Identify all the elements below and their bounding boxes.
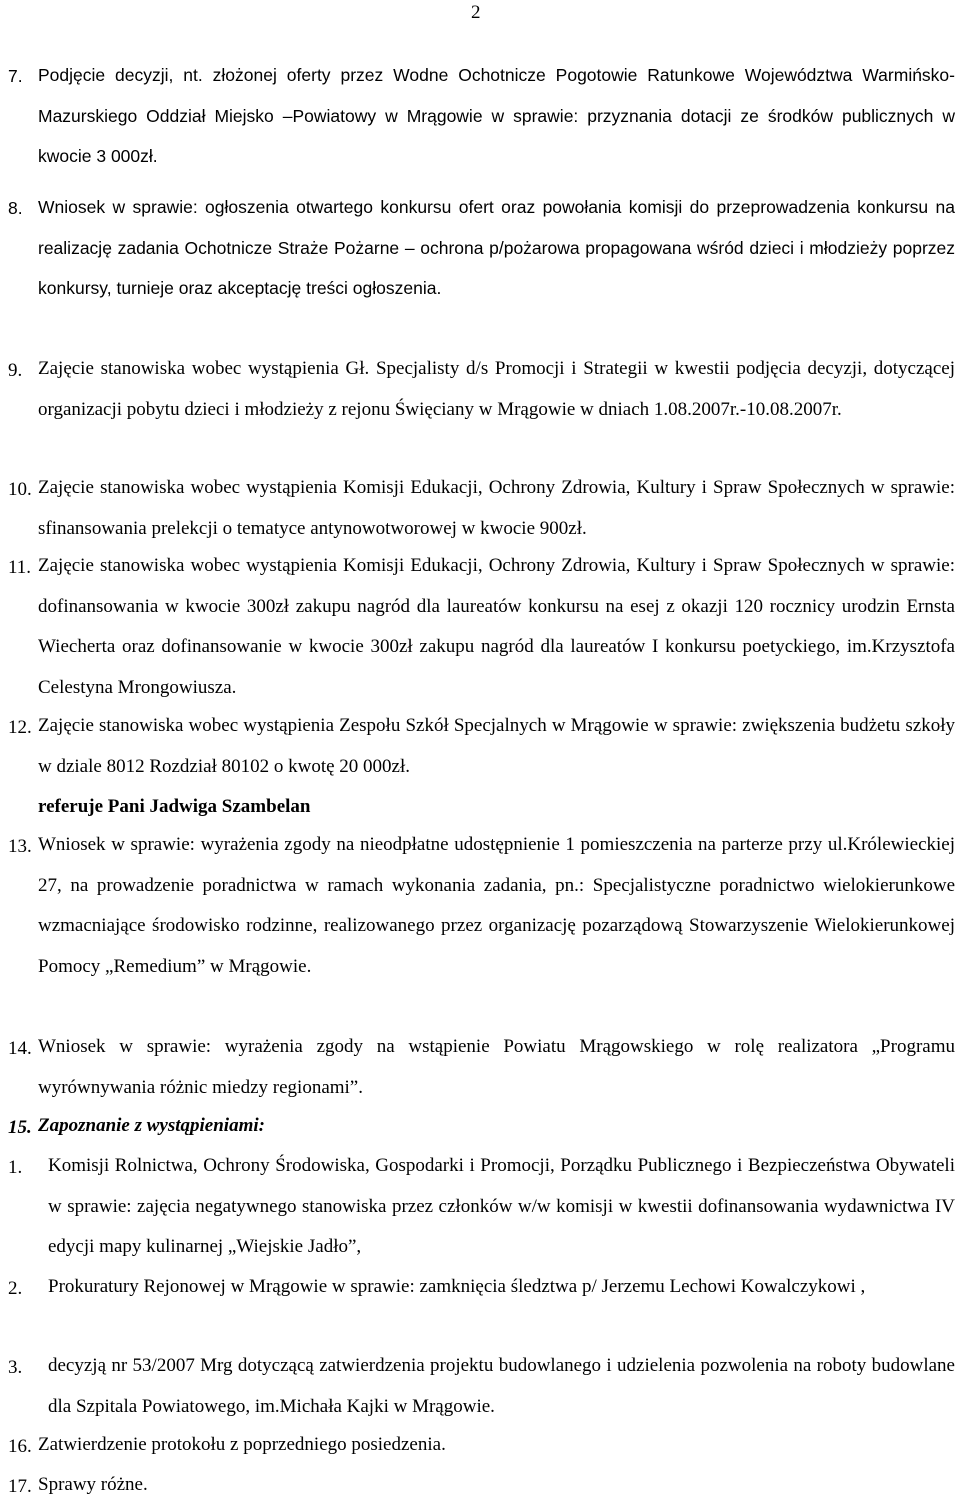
item-text: Zajęcie stanowiska wobec wystąpienia Zespołu Szkół Specjalnych w Mrągowie w sprawie: zwiększenia budżetu szkoły w dziale 8012 Rozdział 80102 o kwotę 20 000zł. [38, 715, 955, 777]
agenda-item-8 [8, 198, 955, 309]
item-number: 10. [8, 479, 32, 500]
item-text: Wniosek w sprawie: wyrażenia zgody na wstąpienie Powiatu Mrągowskiego w rolę realizatora „Programu wyrównywania różnic miedzy regionami”. [38, 1036, 955, 1098]
subitem-3 [8, 1357, 955, 1427]
item-text: Zajęcie stanowiska wobec wystąpienia Komisji Edukacji, Ochrony Zdrowia, Kultury i Spraw Społecznych w sprawie: dofinansowania w kwocie 300zł zakupu nagród dla laureatów konkursu na esej z okazji 120 rocznicy urodzin Ernsta Wiecherta oraz dofinansowanie w kwocie 300zł zakupu nagród dla laureatów I konkursu poetyckiego, im.Krzysztofa Celestyna Mrongowiusza. [38, 555, 955, 698]
subitem-text: decyzją nr 53/2007 Mrg dotyczącą zatwierdzenia projektu budowlanego i udzielenia pozwolenia na roboty budowlane dla Szpitala Powiatowego, im.Michała Kajki w Mrągowie. [48, 1355, 955, 1417]
item-number: 13. [8, 836, 32, 857]
item-text: Zajęcie stanowiska wobec wystąpienia Komisji Edukacji, Ochrony Zdrowia, Kultury i Spraw Społecznych w sprawie: sfinansowania prelekcji o tematyce antynowotworowej w kwocie 900zł. [38, 477, 955, 539]
item-number: 17. [8, 1476, 32, 1497]
agenda-item-10 [8, 479, 955, 549]
subitem-number: 1. [8, 1157, 23, 1178]
subitem-1 [8, 1157, 955, 1268]
agenda-item-7 [8, 66, 955, 177]
item-number: 14. [8, 1038, 32, 1059]
agenda-item-13 [8, 836, 955, 987]
item-text: Zajęcie stanowiska wobec wystąpienia Gł. Specjalisty d/s Promocji i Strategii w kwestii podjęcia decyzji, dotyczącej organizacji pobytu dzieci i młodzieży z rejonu Święciany w Mrągowie w dniach 1.08.2007r.-10.08.2007r. [38, 358, 955, 420]
agenda-item-14 [8, 1038, 955, 1108]
item-text: Sprawy różne. [38, 1474, 148, 1495]
item-number: 11. [8, 557, 32, 578]
subitem-text: Prokuratury Rejonowej w Mrągowie w sprawie: zamknięcia śledztwa p/ Jerzemu Lechowi Kowalczykowi , [48, 1276, 866, 1297]
agenda-item-15 [8, 1117, 955, 1147]
item-text: Wniosek w sprawie: ogłoszenia otwartego konkursu ofert oraz powołania komisji do przeprowadzenia konkursu na realizację zadania Ochotnicze Straże Pożarne – ochrona p/pożarowa propagowana wśród dzieci i młodzieży poprzez konkursy, turnieje oraz akceptację treści ogłoszenia. [38, 197, 955, 298]
subitem-2 [8, 1278, 955, 1308]
item-text: Podjęcie decyzji, nt. złożonej oferty przez Wodne Ochotnicze Pogotowie Ratunkowe Województwa Warmińsko-Mazurskiego Oddział Miejsko –Powiatowy w Mrągowie w sprawie: przyznania dotacji ze środków publicznych w kwocie 3 000zł. [38, 65, 955, 166]
item-number: 9. [8, 360, 23, 381]
agenda-item-9 [8, 360, 955, 430]
item-text: Zatwierdzenie protokołu z poprzedniego posiedzenia. [38, 1434, 446, 1455]
item-number: 7. [8, 66, 23, 86]
item-number: 12. [8, 717, 32, 738]
item-text: Zapoznanie z wystąpieniami: [38, 1115, 265, 1136]
subitem-number: 3. [8, 1357, 23, 1378]
item-number: 8. [8, 198, 23, 218]
agenda-item-11 [8, 557, 955, 708]
item-number: 15. [8, 1117, 32, 1138]
subitem-number: 2. [8, 1278, 23, 1299]
item-text: Wniosek w sprawie: wyrażenia zgody na nieodpłatne udostępnienie 1 pomieszczenia na parterze przy ul.Królewieckiej 27, na prowadzenie poradnictwa w ramach wykonania zadania, pn.: Specjalistyczne poradnictwo wielokierunkowe wzmacniające środowisko rodzinne, realizowanego przez organizację pozarządową Stowarzyszenie Wielokierunkowej Pomocy „Remedium” w Mrągowie. [38, 834, 955, 977]
presenter-line: referuje Pani Jadwiga Szambelan [38, 796, 311, 817]
subitem-text: Komisji Rolnictwa, Ochrony Środowiska, Gospodarki i Promocji, Porządku Publicznego i Bezpieczeństwa Obywateli w sprawie: zajęcia negatywnego stanowiska przez członków w/w komisji w kwestii dofinansowania wydawnictwa IV edycji mapy kulinarnej „Wiejskie Jadło”, [48, 1155, 955, 1257]
agenda-item-16 [8, 1436, 955, 1466]
agenda-item-17 [8, 1476, 955, 1506]
agenda-item-12 [8, 717, 955, 787]
page-number: 2 [471, 2, 481, 23]
item-number: 16. [8, 1436, 32, 1457]
